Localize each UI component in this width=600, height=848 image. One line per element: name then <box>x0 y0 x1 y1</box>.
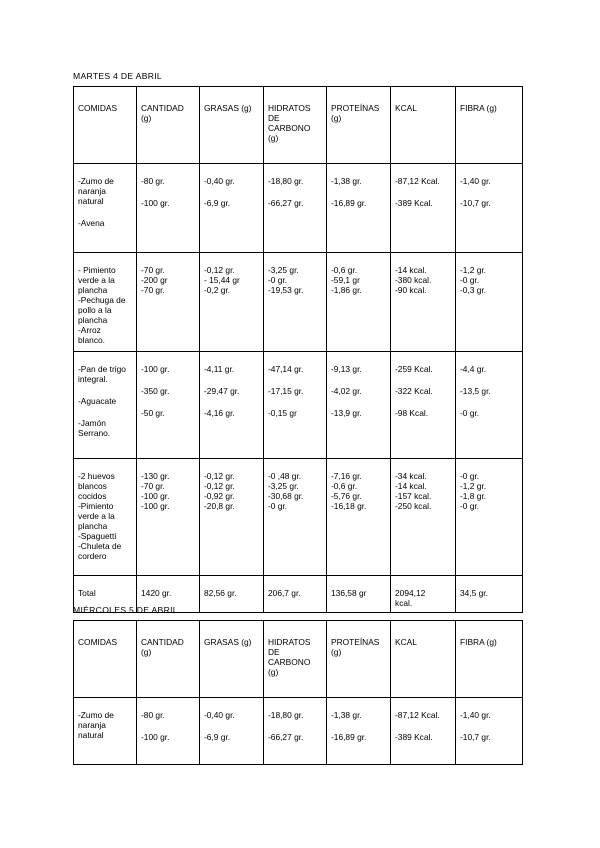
cell-line: -Chuleta de <box>78 541 122 551</box>
cell-line: plancha <box>78 315 108 325</box>
cell-line: -0 gr. <box>268 275 288 285</box>
line-gap <box>141 374 195 386</box>
cell-line: -34 kcal. <box>395 471 427 481</box>
cell-line: -0,6 gr. <box>331 265 358 275</box>
cell-line: KCAL <box>395 637 417 647</box>
cell-line: -100 gr. <box>141 501 170 511</box>
cell-line: -4,02 gr. <box>331 386 362 396</box>
cell-line: -1,40 gr. <box>460 176 491 186</box>
cell-line: natural <box>78 730 104 740</box>
nutrition-table <box>73 86 523 613</box>
cell-grasas <box>200 459 264 576</box>
line-gap <box>78 206 132 218</box>
cell-line: -17,15 gr. <box>268 386 304 396</box>
cell-line: -380 kcal. <box>395 275 432 285</box>
cell-line: CANTIDAD <box>141 637 184 647</box>
cell-line: -0,40 gr. <box>204 176 235 186</box>
cell-line: -322 Kcal. <box>395 386 433 396</box>
cell-line: -3,25 gr. <box>268 265 299 275</box>
cell-line: CANTIDAD <box>141 103 184 113</box>
line-gap <box>204 374 259 386</box>
meal-row <box>74 698 523 765</box>
cell-line: -6,9 gr. <box>204 732 231 742</box>
line-gap <box>204 396 259 408</box>
cell-line: -0,12 gr. <box>204 265 235 275</box>
cell-kcal <box>391 698 456 765</box>
header-cell-grasas <box>200 621 264 698</box>
cell-line: naranja <box>78 186 106 196</box>
meal-row <box>74 253 523 352</box>
cell-kcal <box>391 352 456 459</box>
cell-line: -1,2 gr. <box>460 265 487 275</box>
cell-line: -1,38 gr. <box>331 176 362 186</box>
cell-cantidad <box>137 253 200 352</box>
cell-line: -100 gr. <box>141 364 170 374</box>
cell-line: -5,76 gr. <box>331 491 362 501</box>
line-gap <box>331 186 386 198</box>
cell-hidratos <box>264 459 327 576</box>
cell-line: -100 gr. <box>141 198 170 208</box>
cell-line: -16,89 gr. <box>331 732 367 742</box>
cell-line: -16,89 gr. <box>331 198 367 208</box>
cell-line: -Arroz <box>78 325 101 335</box>
cell-line: GRASAS (g) <box>204 637 252 647</box>
cell-line: kcal. <box>395 598 413 608</box>
cell-line: (g) <box>141 113 152 123</box>
cell-line: -Pechuga de <box>78 295 126 305</box>
cell-line: -0,15 gr <box>268 408 297 418</box>
cell-line: -Aguacate <box>78 396 117 406</box>
day-title: MARTES 4 DE ABRIL <box>73 71 162 81</box>
cell-line: -70 gr. <box>141 481 165 491</box>
cell-comidas <box>74 164 137 253</box>
cell-line: (g) <box>268 133 279 143</box>
header-cell-comidas <box>74 621 137 698</box>
cell-line: 82,56 gr. <box>204 588 237 598</box>
cell-line: -259 Kcal. <box>395 364 433 374</box>
header-cell-grasas <box>200 87 264 164</box>
cell-line: -3,25 gr. <box>268 481 299 491</box>
cell-line: -14 kcal. <box>395 481 427 491</box>
cell-kcal <box>391 459 456 576</box>
cell-line: -70 gr. <box>141 265 165 275</box>
cell-line: -80 gr. <box>141 176 165 186</box>
meal-row <box>74 459 523 576</box>
cell-comidas <box>74 698 137 765</box>
cell-line: -2 huevos <box>78 471 115 481</box>
cell-line: -4,4 gr. <box>460 364 487 374</box>
cell-line: -13,5 gr. <box>460 386 491 396</box>
line-gap <box>268 186 322 198</box>
cell-cantidad <box>137 459 200 576</box>
cell-fibra <box>456 698 523 765</box>
cell-line: (g) <box>268 667 279 677</box>
cell-proteinas <box>327 164 391 253</box>
cell-line: FIBRA (g) <box>460 637 497 647</box>
cell-line: -0,6 gr. <box>331 481 358 491</box>
cell-proteinas <box>327 698 391 765</box>
cell-line: blanco. <box>78 335 106 345</box>
line-gap <box>268 720 322 732</box>
cell-line: 34,5 gr. <box>460 588 488 598</box>
cell-line: PROTEÍNAS <box>331 103 380 113</box>
cell-line: 2094,12 <box>395 588 426 598</box>
cell-line: -Jamón <box>78 418 106 428</box>
cell-line: integral. <box>78 374 108 384</box>
cell-kcal <box>391 576 456 613</box>
header-cell-kcal <box>391 87 456 164</box>
cell-line: -30,68 gr. <box>268 491 304 501</box>
cell-line: -200 gr <box>141 275 168 285</box>
cell-line: -0 ,48 gr. <box>268 471 302 481</box>
cell-line: -14 kcal. <box>395 265 427 275</box>
cell-line: CARBONO <box>268 123 311 133</box>
cell-line: HIDRATOS <box>268 103 311 113</box>
meal-row <box>74 164 523 253</box>
cell-line: COMIDAS <box>78 637 118 647</box>
cell-hidratos <box>264 576 327 613</box>
cell-line: -66,27 gr. <box>268 198 304 208</box>
cell-fibra <box>456 164 523 253</box>
cell-line: -19,53 gr. <box>268 285 304 295</box>
cell-line: -0,12 gr. <box>204 471 235 481</box>
cell-cantidad <box>137 352 200 459</box>
cell-line: verde a la <box>78 275 115 285</box>
cell-line: cordero <box>78 551 107 561</box>
cell-line: HIDRATOS <box>268 637 311 647</box>
cell-line: -250 kcal. <box>395 501 432 511</box>
cell-line: -Spaguetti <box>78 531 117 541</box>
cell-line: -100 gr. <box>141 491 170 501</box>
cell-line: -0 gr. <box>460 275 480 285</box>
line-gap <box>268 396 322 408</box>
cell-line: 136,58 gr <box>331 588 367 598</box>
line-gap <box>395 396 451 408</box>
cell-line: -50 gr. <box>141 408 165 418</box>
header-cell-cantidad <box>137 621 200 698</box>
cell-line: -0 gr. <box>460 471 480 481</box>
cell-line: cocidos <box>78 491 107 501</box>
line-gap <box>204 186 259 198</box>
line-gap <box>78 406 132 418</box>
cell-line: -389 Kcal. <box>395 198 433 208</box>
cell-line: -0,92 gr. <box>204 491 235 501</box>
cell-hidratos <box>264 698 327 765</box>
cell-line: -0 gr. <box>460 408 480 418</box>
cell-line: naranja <box>78 720 106 730</box>
cell-cantidad <box>137 164 200 253</box>
cell-grasas <box>200 698 264 765</box>
cell-line: -1,2 gr. <box>460 481 487 491</box>
cell-line: -4,11 gr. <box>204 364 235 374</box>
cell-line: -18,80 gr. <box>268 710 304 720</box>
line-gap <box>204 720 259 732</box>
cell-hidratos <box>264 352 327 459</box>
header-row <box>74 621 523 698</box>
cell-line: pollo a la <box>78 305 112 315</box>
cell-line: -16,18 gr. <box>331 501 367 511</box>
cell-fibra <box>456 352 523 459</box>
cell-line: -Avena <box>78 218 105 228</box>
line-gap <box>395 374 451 386</box>
cell-line: -59,1 gr <box>331 275 360 285</box>
cell-fibra <box>456 576 523 613</box>
line-gap <box>460 186 518 198</box>
cell-line: verde a la <box>78 511 115 521</box>
line-gap <box>395 720 451 732</box>
header-cell-fibra <box>456 87 523 164</box>
header-row <box>74 87 523 164</box>
cell-line: COMIDAS <box>78 103 118 113</box>
cell-line: -100 gr. <box>141 732 170 742</box>
cell-line: -Pimiento <box>78 501 114 511</box>
cell-kcal <box>391 164 456 253</box>
cell-line: -0 gr. <box>460 501 480 511</box>
cell-line: blancos <box>78 481 107 491</box>
cell-line: -0,3 gr. <box>460 285 487 295</box>
cell-grasas <box>200 352 264 459</box>
cell-hidratos <box>264 253 327 352</box>
cell-line: - 15,44 gr <box>204 275 240 285</box>
cell-line: -66,27 gr. <box>268 732 304 742</box>
cell-line: -20,8 gr. <box>204 501 235 511</box>
cell-line: -Zumo de <box>78 710 114 720</box>
cell-comidas <box>74 459 137 576</box>
cell-line: DE <box>268 113 280 123</box>
day-title: MIÉRCOLES 5 DE ABRIL. <box>73 605 181 615</box>
cell-line: (g) <box>331 113 342 123</box>
cell-grasas <box>200 253 264 352</box>
cell-line: Serrano. <box>78 428 111 438</box>
line-gap <box>460 396 518 408</box>
cell-line: CARBONO <box>268 657 311 667</box>
cell-line: -13,9 gr. <box>331 408 362 418</box>
header-cell-fibra <box>456 621 523 698</box>
cell-line: -0,12 gr. <box>204 481 235 491</box>
cell-line: -350 gr. <box>141 386 170 396</box>
cell-hidratos <box>264 164 327 253</box>
cell-line: -70 gr. <box>141 285 165 295</box>
cell-line: -130 gr. <box>141 471 170 481</box>
cell-line: GRASAS (g) <box>204 103 252 113</box>
cell-line: natural <box>78 196 104 206</box>
line-gap <box>141 396 195 408</box>
cell-grasas <box>200 576 264 613</box>
cell-line: -9,13 gr. <box>331 364 362 374</box>
line-gap <box>460 720 518 732</box>
cell-fibra <box>456 253 523 352</box>
cell-proteinas <box>327 576 391 613</box>
line-gap <box>331 720 386 732</box>
cell-proteinas <box>327 352 391 459</box>
cell-line: -1,40 gr. <box>460 710 491 720</box>
nutrition-table <box>73 620 523 765</box>
cell-proteinas <box>327 459 391 576</box>
cell-line: -98 Kcal. <box>395 408 429 418</box>
meal-row <box>74 352 523 459</box>
cell-line: -Pan de trigo <box>78 364 126 374</box>
cell-line: -4,16 gr. <box>204 408 235 418</box>
cell-line: -Zumo de <box>78 176 114 186</box>
cell-line: -90 kcal. <box>395 285 427 295</box>
header-cell-kcal <box>391 621 456 698</box>
cell-line: -1,8 gr. <box>460 491 487 501</box>
cell-line: 206,7 gr. <box>268 588 301 598</box>
cell-line: -1,86 gr. <box>331 285 362 295</box>
cell-line: PROTEÍNAS <box>331 637 380 647</box>
cell-cantidad <box>137 698 200 765</box>
cell-line: -0,40 gr. <box>204 710 235 720</box>
cell-line: -29,47 gr. <box>204 386 240 396</box>
cell-line: -87,12 Kcal. <box>395 176 440 186</box>
cell-line: -18,80 gr. <box>268 176 304 186</box>
cell-line: -7,16 gr. <box>331 471 362 481</box>
cell-line: (g) <box>141 647 152 657</box>
cell-comidas <box>74 253 137 352</box>
cell-grasas <box>200 164 264 253</box>
cell-line: (g) <box>331 647 342 657</box>
line-gap <box>141 720 195 732</box>
line-gap <box>141 186 195 198</box>
cell-comidas <box>74 352 137 459</box>
line-gap <box>331 374 386 386</box>
cell-line: -0,2 gr. <box>204 285 231 295</box>
cell-line: -0 gr. <box>268 501 288 511</box>
header-cell-comidas <box>74 87 137 164</box>
cell-line: -389 Kcal. <box>395 732 433 742</box>
cell-line: -1,38 gr. <box>331 710 362 720</box>
header-cell-proteinas <box>327 87 391 164</box>
line-gap <box>395 186 451 198</box>
line-gap <box>331 396 386 408</box>
cell-line: -157 kcal. <box>395 491 432 501</box>
line-gap <box>268 374 322 386</box>
cell-line: -80 gr. <box>141 710 165 720</box>
cell-line: -47,14 gr. <box>268 364 304 374</box>
cell-proteinas <box>327 253 391 352</box>
cell-fibra <box>456 459 523 576</box>
cell-line: -6,9 gr. <box>204 198 231 208</box>
cell-kcal <box>391 253 456 352</box>
cell-line: -10,7 gr. <box>460 732 491 742</box>
cell-line: FIBRA (g) <box>460 103 497 113</box>
cell-line: 1420 gr. <box>141 588 172 598</box>
line-gap <box>78 384 132 396</box>
line-gap <box>460 374 518 386</box>
header-cell-cantidad <box>137 87 200 164</box>
header-cell-hidratos <box>264 621 327 698</box>
cell-line: - Pimiento <box>78 265 116 275</box>
cell-line: plancha <box>78 521 108 531</box>
cell-line: DE <box>268 647 280 657</box>
cell-line: plancha <box>78 285 108 295</box>
cell-line: -87,12 Kcal. <box>395 710 440 720</box>
header-cell-proteinas <box>327 621 391 698</box>
header-cell-hidratos <box>264 87 327 164</box>
cell-line: Total <box>78 588 96 598</box>
cell-line: -10,7 gr. <box>460 198 491 208</box>
cell-line: KCAL <box>395 103 417 113</box>
